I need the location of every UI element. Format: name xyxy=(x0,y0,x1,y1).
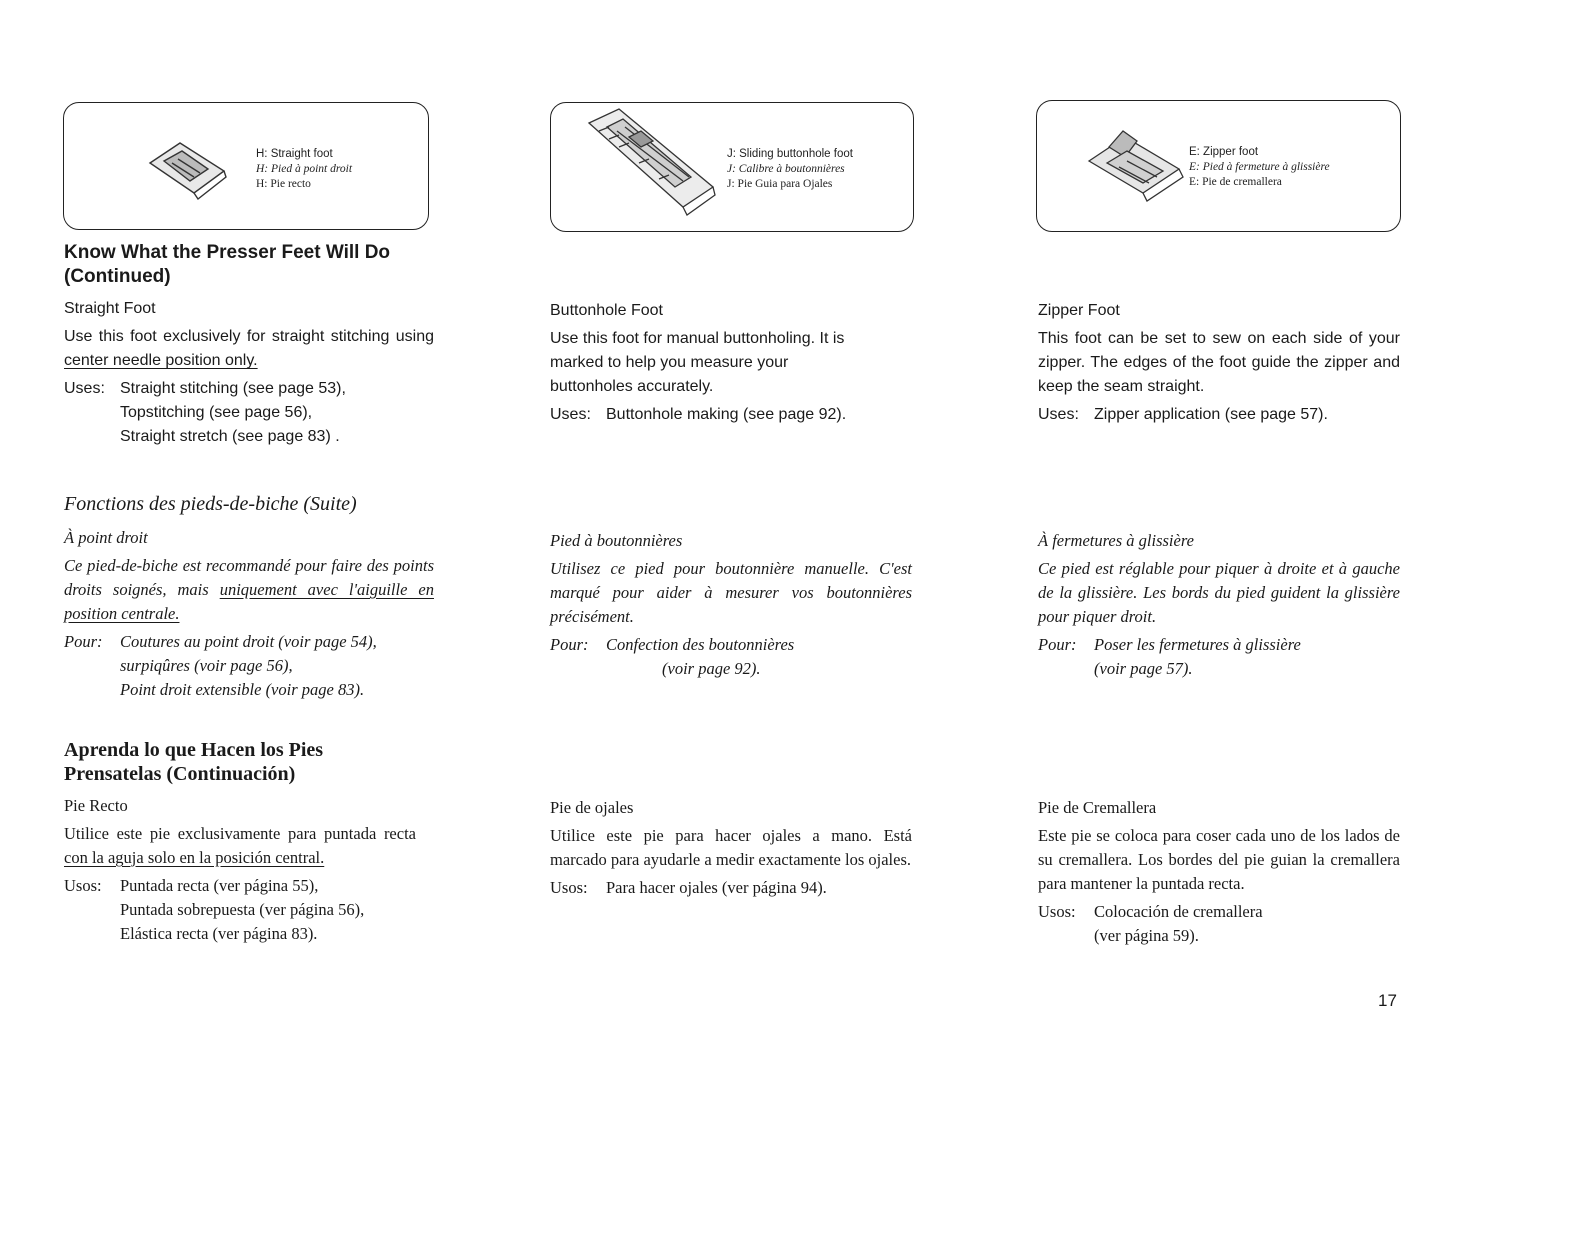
straight-foot-caption xyxy=(256,147,352,192)
zipper-foot-body: This foot can be set to sew on each side of your zipper. The edges of the foot guide the zipper and keep the seam straight. xyxy=(1038,330,1400,395)
french-buttonhole-section xyxy=(550,529,912,681)
french-straight-section xyxy=(64,492,434,702)
buttonhole-foot-icon xyxy=(579,107,719,227)
straight-foot-body: Use this foot exclusively for straight stitching using center needle position only. xyxy=(64,328,434,369)
buttonhole-foot-title: Pied à boutonnières xyxy=(550,531,683,550)
french-heading: Fonctions des pieds-de-biche (Suite) xyxy=(64,493,357,515)
buttonhole-foot-body: Utilice este pie para hacer ojales a mano. Está marcado para ayudarle a medir exactamente los ojales. xyxy=(550,826,912,869)
zipper-foot-caption xyxy=(1189,145,1330,190)
straight-foot-uses: Pour: Coutures au point droit (voir page 54), surpiqûres (voir page 56), Point droit extensible (voir page 83). xyxy=(64,632,377,699)
straight-foot-title: À point droit xyxy=(64,528,148,547)
caption-fr: H: Pied à point droit xyxy=(256,163,353,175)
buttonhole-foot-box xyxy=(550,102,914,232)
english-straight-section xyxy=(64,241,434,449)
spanish-straight-section xyxy=(64,738,434,946)
caption-en: E: Zipper foot xyxy=(1189,146,1259,158)
zipper-foot-uses: Uses: Zipper application (see page 57). xyxy=(1038,406,1328,423)
zipper-foot-body: Este pie se coloca para coser cada uno de los lados de su cremallera. Los bordes del pie guian la cremallera para mantener la puntada recta. xyxy=(1038,826,1400,893)
straight-foot-icon xyxy=(142,133,232,203)
straight-foot-uses: Usos: Puntada recta (ver página 55), Puntada sobrepuesta (ver página 56), Elástica recta (ver página 83). xyxy=(64,876,365,943)
english-heading: Know What the Presser Feet Will Do (Continued) xyxy=(64,242,391,287)
caption-es: J: Pie Guia para Ojales xyxy=(727,178,833,190)
zipper-foot-uses: Pour: Poser les fermetures à glissière (voir page 57). xyxy=(1038,635,1301,678)
buttonhole-foot-title: Buttonhole Foot xyxy=(550,302,663,319)
zipper-foot-title: Zipper Foot xyxy=(1038,302,1120,319)
zipper-foot-body: Ce pied est réglable pour piquer à droite et à gauche de la glissière. Les bords du pied guident la glissière pour piquer droit. xyxy=(1038,559,1400,626)
caption-es: E: Pie de cremallera xyxy=(1189,176,1282,188)
english-buttonhole-section xyxy=(550,299,912,427)
buttonhole-foot-body: Use this foot for manual buttonholing. It is marked to help you measure your buttonholes accurately. xyxy=(550,330,845,395)
buttonhole-foot-body: Utilisez ce pied pour boutonnière manuelle. C'est marqué pour aider à mesurer vos boutonnières précisément. xyxy=(550,559,912,626)
french-zipper-section xyxy=(1038,529,1400,681)
spanish-buttonhole-section xyxy=(550,796,912,900)
straight-foot-body: Utilice este pie exclusivamente para puntada recta con la aguja solo en la posición central. xyxy=(64,824,416,867)
straight-foot-title: Straight Foot xyxy=(64,300,156,317)
straight-foot-box xyxy=(63,102,429,230)
straight-foot-title: Pie Recto xyxy=(64,796,128,815)
caption-fr: J: Calibre à boutonnières xyxy=(727,163,845,175)
zipper-foot-icon xyxy=(1079,127,1189,207)
zipper-foot-title: À fermetures à glissière xyxy=(1038,531,1194,550)
buttonhole-foot-title: Pie de ojales xyxy=(550,798,634,817)
buttonhole-foot-uses: Pour: Confection des boutonnières (voir page 92). xyxy=(550,635,795,678)
caption-fr: E: Pied à fermeture à glissière xyxy=(1189,161,1330,173)
caption-es: H: Pie recto xyxy=(256,178,311,190)
english-zipper-section xyxy=(1038,299,1400,427)
caption-en: H: Straight foot xyxy=(256,148,333,160)
buttonhole-foot-uses: Usos: Para hacer ojales (ver página 94). xyxy=(550,878,827,897)
caption-en: J: Sliding buttonhole foot xyxy=(727,148,853,160)
page-number: 17 xyxy=(1378,991,1397,1010)
spanish-zipper-section xyxy=(1038,796,1400,948)
zipper-foot-title: Pie de Cremallera xyxy=(1038,798,1157,817)
spanish-heading: Aprenda lo que Hacen los Pies Prensatelas (Continuación) xyxy=(64,739,324,785)
straight-foot-uses: Uses: Straight stitching (see page 53), Topstitching (see page 56), Straight stretch (see page 83) . xyxy=(64,380,346,445)
straight-foot-body: Ce pied-de-biche est recommandé pour faire des points droits soignés, mais uniquement avec l'aiguille en position centrale. xyxy=(64,556,434,623)
zipper-foot-uses: Usos: Colocación de cremallera (ver página 59). xyxy=(1038,902,1263,945)
zipper-foot-box xyxy=(1036,100,1401,232)
buttonhole-foot-uses: Uses: Buttonhole making (see page 92). xyxy=(550,406,847,423)
buttonhole-foot-caption xyxy=(727,147,853,192)
